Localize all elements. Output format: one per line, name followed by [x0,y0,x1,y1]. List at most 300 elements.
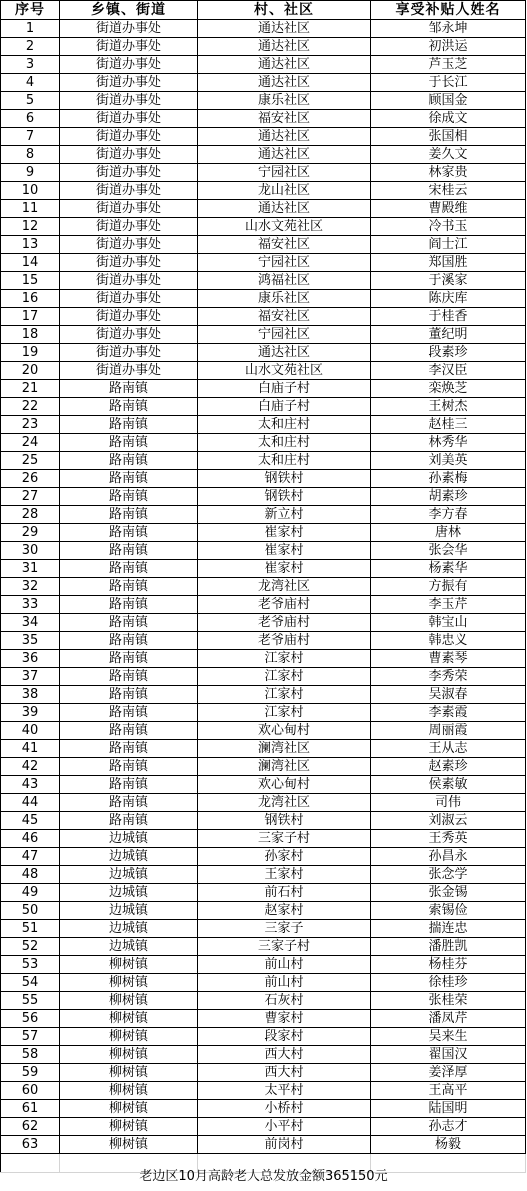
cell-township[interactable]: 边城镇 [60,866,198,884]
table-row [1,1010,526,1028]
table-row [1,236,526,254]
cell-index[interactable]: 54 [1,974,60,992]
table-row [1,506,526,524]
cell-township[interactable]: 路南镇 [60,524,198,542]
cell-index[interactable]: 2 [1,38,60,56]
table-row [1,344,526,362]
table-row [1,1100,526,1118]
cell-index[interactable]: 46 [1,830,60,848]
cell-recipient-name[interactable]: 李汉臣 [371,362,526,380]
cell-township[interactable]: 柳树镇 [60,1064,198,1082]
cell-recipient-name[interactable]: 周丽霞 [371,722,526,740]
table-row [1,866,526,884]
cell-index[interactable]: 17 [1,308,60,326]
cell-village[interactable]: 前岗村 [198,1136,371,1154]
cell-township[interactable]: 边城镇 [60,830,198,848]
cell-index[interactable]: 15 [1,272,60,290]
cell-recipient-name[interactable]: 段素珍 [371,344,526,362]
cell-recipient-name[interactable]: 李秀荣 [371,668,526,686]
cell-recipient-name[interactable]: 韩忠义 [371,632,526,650]
table-row [1,416,526,434]
table-row [1,20,526,38]
cell-index[interactable]: 16 [1,290,60,308]
cell-recipient-name[interactable]: 曹殿维 [371,200,526,218]
cell-township[interactable]: 路南镇 [60,812,198,830]
cell-village[interactable]: 崔家村 [198,560,371,578]
cell-index[interactable]: 57 [1,1028,60,1046]
cell-index[interactable]: 29 [1,524,60,542]
cell-village[interactable]: 福安社区 [198,308,371,326]
cell-recipient-name[interactable]: 栾焕芝 [371,380,526,398]
cell-township[interactable]: 路南镇 [60,704,198,722]
cell-village[interactable]: 前山村 [198,956,371,974]
cell-village[interactable]: 曹家村 [198,1010,371,1028]
table-row [1,200,526,218]
cell-township[interactable]: 柳树镇 [60,1118,198,1136]
table-row [1,362,526,380]
cell-township[interactable]: 路南镇 [60,416,198,434]
header-recipient-name[interactable]: 享受补贴人姓名 [371,1,526,20]
cell-recipient-name[interactable]: 张会华 [371,542,526,560]
cell-recipient-name[interactable]: 芦玉芝 [371,56,526,74]
cell-township[interactable]: 路南镇 [60,470,198,488]
cell-recipient-name[interactable]: 阎士江 [371,236,526,254]
cell-village[interactable]: 西大村 [198,1064,371,1082]
cell-township[interactable]: 路南镇 [60,578,198,596]
cell-village[interactable]: 通达社区 [198,128,371,146]
cell-recipient-name[interactable]: 韩宝山 [371,614,526,632]
cell-village[interactable]: 通达社区 [198,38,371,56]
cell-township[interactable]: 路南镇 [60,758,198,776]
cell-index[interactable]: 43 [1,776,60,794]
table-row [1,776,526,794]
cell-township[interactable]: 街道办事处 [60,344,198,362]
cell-index[interactable]: 62 [1,1118,60,1136]
table-row [1,218,526,236]
cell-township[interactable]: 街道办事处 [60,362,198,380]
cell-recipient-name[interactable]: 林秀华 [371,434,526,452]
cell-index[interactable]: 23 [1,416,60,434]
cell-index[interactable]: 32 [1,578,60,596]
cell-village[interactable]: 前石村 [198,884,371,902]
cell-township[interactable]: 街道办事处 [60,200,198,218]
cell-township[interactable]: 路南镇 [60,596,198,614]
cell-index[interactable]: 60 [1,1082,60,1100]
cell-index[interactable]: 4 [1,74,60,92]
cell-village[interactable]: 新立村 [198,506,371,524]
cell-township[interactable]: 路南镇 [60,380,198,398]
cell-village[interactable]: 宁园社区 [198,164,371,182]
cell-recipient-name[interactable]: 侯素敏 [371,776,526,794]
header-township[interactable]: 乡镇、街道 [60,1,198,20]
cell-index[interactable]: 35 [1,632,60,650]
cell-township[interactable]: 街道办事处 [60,272,198,290]
cell-village[interactable]: 太和庄村 [198,416,371,434]
cell-recipient-name[interactable]: 孙素梅 [371,470,526,488]
cell-village[interactable]: 通达社区 [198,20,371,38]
cell-township[interactable]: 路南镇 [60,794,198,812]
table-row [1,308,526,326]
cell-index[interactable]: 19 [1,344,60,362]
cell-township[interactable]: 柳树镇 [60,1046,198,1064]
cell-township[interactable]: 街道办事处 [60,38,198,56]
cell-index[interactable]: 61 [1,1100,60,1118]
table-row [1,1082,526,1100]
cell-village[interactable]: 太平村 [198,1082,371,1100]
table-row [1,704,526,722]
cell-recipient-name[interactable]: 宋桂云 [371,182,526,200]
cell-recipient-name[interactable]: 翟国汉 [371,1046,526,1064]
cell-index[interactable]: 63 [1,1136,60,1154]
cell-village[interactable]: 通达社区 [198,200,371,218]
cell-village[interactable]: 三家子村 [198,938,371,956]
cell-index[interactable]: 24 [1,434,60,452]
cell-village[interactable]: 西大村 [198,1046,371,1064]
cell-recipient-name[interactable]: 张桂荣 [371,992,526,1010]
cell-township[interactable]: 边城镇 [60,920,198,938]
cell-recipient-name[interactable]: 王秀英 [371,830,526,848]
cell-index[interactable]: 40 [1,722,60,740]
cell-village[interactable]: 段家村 [198,1028,371,1046]
cell-recipient-name[interactable]: 曹素琴 [371,650,526,668]
cell-township[interactable]: 柳树镇 [60,1082,198,1100]
cell-index[interactable]: 1 [1,20,60,38]
cell-township[interactable]: 柳树镇 [60,1100,198,1118]
header-index[interactable]: 序号 [1,1,60,20]
cell-village[interactable]: 江家村 [198,704,371,722]
cell-recipient-name[interactable]: 李玉芹 [371,596,526,614]
cell-index[interactable]: 5 [1,92,60,110]
cell-township[interactable]: 街道办事处 [60,20,198,38]
cell-index[interactable]: 6 [1,110,60,128]
cell-village[interactable]: 鸿福社区 [198,272,371,290]
cell-township[interactable]: 柳树镇 [60,1010,198,1028]
cell-township[interactable]: 街道办事处 [60,218,198,236]
table-row [1,632,526,650]
cell-index[interactable]: 27 [1,488,60,506]
cell-township[interactable]: 街道办事处 [60,290,198,308]
cell-index[interactable]: 50 [1,902,60,920]
table-row [1,524,526,542]
cell-index[interactable]: 42 [1,758,60,776]
cell-village[interactable]: 通达社区 [198,344,371,362]
cell-index[interactable]: 13 [1,236,60,254]
cell-recipient-name[interactable]: 王树杰 [371,398,526,416]
cell-index[interactable]: 37 [1,668,60,686]
cell-township[interactable]: 街道办事处 [60,308,198,326]
cell-township[interactable]: 路南镇 [60,668,198,686]
cell-township[interactable]: 街道办事处 [60,110,198,128]
cell-village[interactable]: 龙湾社区 [198,578,371,596]
cell-village[interactable]: 小平村 [198,1118,371,1136]
table-row [1,668,526,686]
table-row [1,1046,526,1064]
cell-village[interactable]: 老爷庙村 [198,632,371,650]
cell-recipient-name[interactable]: 张念学 [371,866,526,884]
cell-township[interactable]: 路南镇 [60,650,198,668]
cell-recipient-name[interactable]: 司伟 [371,794,526,812]
cell-village[interactable]: 康乐社区 [198,290,371,308]
cell-index[interactable]: 52 [1,938,60,956]
cell-township[interactable]: 路南镇 [60,776,198,794]
cell-index[interactable]: 31 [1,560,60,578]
table-row [1,326,526,344]
table-row [1,578,526,596]
cell-recipient-name[interactable]: 王从志 [371,740,526,758]
cell-village[interactable]: 赵家村 [198,902,371,920]
cell-index[interactable]: 53 [1,956,60,974]
cell-recipient-name[interactable]: 初洪运 [371,38,526,56]
cell-index[interactable]: 39 [1,704,60,722]
cell-township[interactable]: 路南镇 [60,632,198,650]
table-row [1,128,526,146]
cell-index[interactable]: 55 [1,992,60,1010]
cell-index[interactable]: 38 [1,686,60,704]
cell-index[interactable]: 18 [1,326,60,344]
cell-recipient-name[interactable]: 杨素华 [371,560,526,578]
cell-township[interactable]: 街道办事处 [60,182,198,200]
cell-village[interactable]: 三家子 [198,920,371,938]
cell-index[interactable]: 20 [1,362,60,380]
cell-village[interactable]: 欢心甸村 [198,722,371,740]
cell-index[interactable]: 58 [1,1046,60,1064]
cell-recipient-name[interactable]: 张国相 [371,128,526,146]
cell-index[interactable]: 36 [1,650,60,668]
cell-index[interactable]: 11 [1,200,60,218]
cell-township[interactable]: 街道办事处 [60,146,198,164]
table-row [1,542,526,560]
cell-recipient-name[interactable]: 陆国明 [371,1100,526,1118]
table-row [1,758,526,776]
cell-recipient-name[interactable]: 杨桂芬 [371,956,526,974]
cell-village[interactable]: 福安社区 [198,110,371,128]
cell-township[interactable]: 柳树镇 [60,1028,198,1046]
cell-recipient-name[interactable]: 林家贵 [371,164,526,182]
cell-index[interactable]: 49 [1,884,60,902]
cell-village[interactable]: 孙家村 [198,848,371,866]
cell-village[interactable]: 前山村 [198,974,371,992]
cell-township[interactable]: 街道办事处 [60,326,198,344]
cell-recipient-name[interactable]: 徐成文 [371,110,526,128]
cell-index[interactable]: 34 [1,614,60,632]
cell-township[interactable]: 街道办事处 [60,56,198,74]
cell-index[interactable]: 8 [1,146,60,164]
table-row [1,884,526,902]
cell-village[interactable]: 江家村 [198,686,371,704]
table-row [1,920,526,938]
cell-recipient-name[interactable]: 顾国金 [371,92,526,110]
cell-village[interactable]: 宁园社区 [198,326,371,344]
cell-village[interactable]: 崔家村 [198,542,371,560]
cell-recipient-name[interactable]: 邹永坤 [371,20,526,38]
table-row [1,848,526,866]
cell-village[interactable]: 澜湾社区 [198,740,371,758]
cell-recipient-name[interactable]: 张金锡 [371,884,526,902]
cell-recipient-name[interactable]: 冷书玉 [371,218,526,236]
cell-recipient-name[interactable]: 刘美英 [371,452,526,470]
cell-township[interactable]: 柳树镇 [60,1136,198,1154]
cell-recipient-name[interactable]: 揣连忠 [371,920,526,938]
cell-township[interactable]: 路南镇 [60,560,198,578]
cell-index[interactable]: 48 [1,866,60,884]
cell-township[interactable]: 边城镇 [60,848,198,866]
cell-township[interactable]: 路南镇 [60,614,198,632]
cell-township[interactable]: 街道办事处 [60,128,198,146]
cell-township[interactable]: 路南镇 [60,686,198,704]
table-row [1,902,526,920]
cell-village[interactable]: 太和庄村 [198,434,371,452]
cell-village[interactable]: 钢铁村 [198,488,371,506]
cell-index[interactable]: 26 [1,470,60,488]
cell-recipient-name[interactable]: 潘凤芹 [371,1010,526,1028]
table-row [1,686,526,704]
cell-index[interactable]: 3 [1,56,60,74]
cell-village[interactable]: 太和庄村 [198,452,371,470]
cell-recipient-name[interactable]: 陈庆库 [371,290,526,308]
cell-recipient-name[interactable]: 吴淑春 [371,686,526,704]
table-row [1,830,526,848]
cell-recipient-name[interactable]: 董纪明 [371,326,526,344]
cell-village[interactable]: 福安社区 [198,236,371,254]
table-row [1,74,526,92]
cell-township[interactable]: 路南镇 [60,722,198,740]
cell-index[interactable]: 28 [1,506,60,524]
table-row [1,974,526,992]
cell-village[interactable]: 王家村 [198,866,371,884]
cell-township[interactable]: 路南镇 [60,542,198,560]
cell-recipient-name[interactable]: 杨毅 [371,1136,526,1154]
header-village[interactable]: 村、社区 [198,1,371,20]
cell-index[interactable]: 10 [1,182,60,200]
cell-index[interactable]: 33 [1,596,60,614]
cell-township[interactable]: 路南镇 [60,398,198,416]
cell-recipient-name[interactable]: 唐林 [371,524,526,542]
cell-index[interactable]: 9 [1,164,60,182]
cell-recipient-name[interactable]: 索锡俭 [371,902,526,920]
cell-recipient-name[interactable]: 吴来生 [371,1028,526,1046]
cell-township[interactable]: 街道办事处 [60,164,198,182]
cell-recipient-name[interactable]: 李素霞 [371,704,526,722]
cell-village[interactable]: 白庙子村 [198,398,371,416]
cell-index[interactable]: 45 [1,812,60,830]
cell-index[interactable]: 44 [1,794,60,812]
cell-village[interactable]: 江家村 [198,668,371,686]
cell-village[interactable]: 宁园社区 [198,254,371,272]
cell-index[interactable]: 51 [1,920,60,938]
cell-recipient-name[interactable]: 赵桂三 [371,416,526,434]
cell-township[interactable]: 柳树镇 [60,956,198,974]
cell-recipient-name[interactable]: 于桂香 [371,308,526,326]
cell-village[interactable]: 老爷庙村 [198,614,371,632]
cell-township[interactable]: 路南镇 [60,506,198,524]
cell-index[interactable]: 12 [1,218,60,236]
cell-village[interactable]: 通达社区 [198,146,371,164]
cell-recipient-name[interactable]: 徐桂珍 [371,974,526,992]
cell-recipient-name[interactable]: 胡素珍 [371,488,526,506]
cell-recipient-name[interactable]: 孙昌永 [371,848,526,866]
cell-township[interactable]: 街道办事处 [60,254,198,272]
cell-recipient-name[interactable]: 方振有 [371,578,526,596]
cell-village[interactable]: 山水文苑社区 [198,362,371,380]
cell-village[interactable]: 崔家村 [198,524,371,542]
cell-township[interactable]: 街道办事处 [60,92,198,110]
cell-recipient-name[interactable]: 于溪家 [371,272,526,290]
cell-index[interactable]: 30 [1,542,60,560]
table-row [1,956,526,974]
cell-township[interactable]: 路南镇 [60,434,198,452]
cell-index[interactable]: 59 [1,1064,60,1082]
cell-index[interactable]: 25 [1,452,60,470]
cell-village[interactable]: 小桥村 [198,1100,371,1118]
table-row [1,398,526,416]
table-row [1,110,526,128]
table-row [1,794,526,812]
cell-village[interactable]: 石灰村 [198,992,371,1010]
cell-recipient-name[interactable]: 王高平 [371,1082,526,1100]
table-row [1,380,526,398]
cell-recipient-name[interactable]: 孙志才 [371,1118,526,1136]
table-row [1,290,526,308]
cell-township[interactable]: 边城镇 [60,902,198,920]
cell-index[interactable]: 21 [1,380,60,398]
cell-township[interactable]: 边城镇 [60,884,198,902]
cell-village[interactable]: 龙湾社区 [198,794,371,812]
table-row [1,1136,526,1154]
cell-recipient-name[interactable]: 李方春 [371,506,526,524]
cell-township[interactable]: 路南镇 [60,452,198,470]
table-row [1,614,526,632]
table-row [1,470,526,488]
cell-township[interactable]: 柳树镇 [60,992,198,1010]
cell-recipient-name[interactable]: 姜久文 [371,146,526,164]
table-row [1,38,526,56]
cell-township[interactable]: 边城镇 [60,938,198,956]
cell-village[interactable]: 山水文苑社区 [198,218,371,236]
cell-village[interactable]: 钢铁村 [198,470,371,488]
cell-recipient-name[interactable]: 姜泽厚 [371,1064,526,1082]
cell-index[interactable]: 56 [1,1010,60,1028]
cell-index[interactable]: 47 [1,848,60,866]
cell-village[interactable]: 白庙子村 [198,380,371,398]
cell-index[interactable]: 7 [1,128,60,146]
cell-township[interactable]: 路南镇 [60,488,198,506]
cell-township[interactable]: 柳树镇 [60,974,198,992]
cell-index[interactable]: 22 [1,398,60,416]
cell-village[interactable]: 江家村 [198,650,371,668]
cell-village[interactable]: 龙山社区 [198,182,371,200]
cell-township[interactable]: 街道办事处 [60,74,198,92]
cell-recipient-name[interactable]: 于长江 [371,74,526,92]
cell-village[interactable]: 钢铁村 [198,812,371,830]
cell-village[interactable]: 澜湾社区 [198,758,371,776]
table-row [1,560,526,578]
cell-village[interactable]: 通达社区 [198,74,371,92]
cell-recipient-name[interactable]: 刘淑云 [371,812,526,830]
cell-recipient-name[interactable]: 郑国胜 [371,254,526,272]
cell-village[interactable]: 康乐社区 [198,92,371,110]
cell-village[interactable]: 欢心甸村 [198,776,371,794]
cell-township[interactable]: 街道办事处 [60,236,198,254]
cell-village[interactable]: 老爷庙村 [198,596,371,614]
table-row [1,650,526,668]
cell-index[interactable]: 41 [1,740,60,758]
cell-recipient-name[interactable]: 赵素珍 [371,758,526,776]
cell-village[interactable]: 通达社区 [198,56,371,74]
cell-index[interactable]: 14 [1,254,60,272]
cell-recipient-name[interactable]: 潘胜凯 [371,938,526,956]
cell-village[interactable]: 三家子村 [198,830,371,848]
cell-township[interactable]: 路南镇 [60,740,198,758]
